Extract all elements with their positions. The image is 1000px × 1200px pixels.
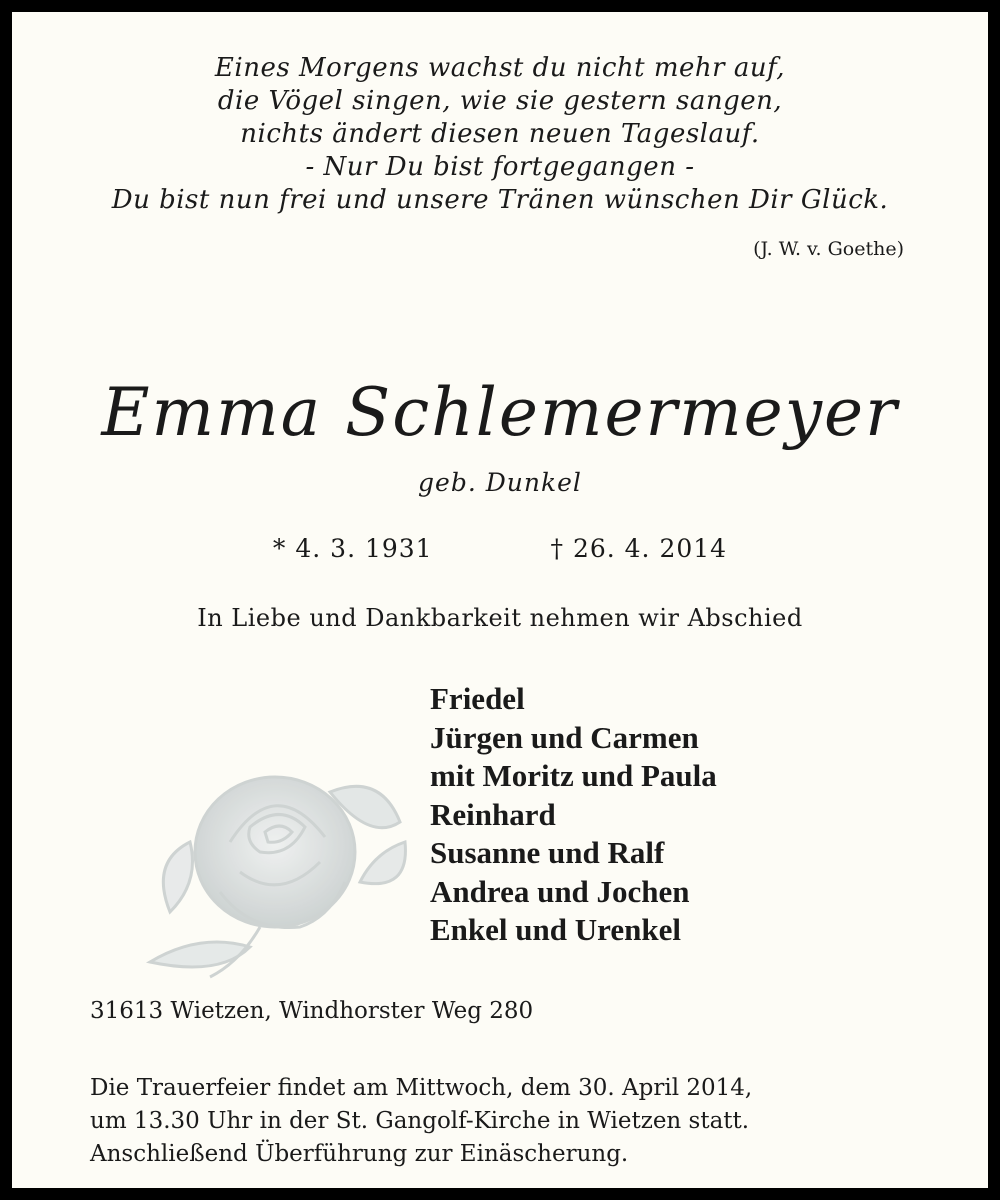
birth-name: geb. Dunkel: [418, 468, 582, 497]
life-dates: [30, 534, 970, 563]
ceremony-line: Anschließend Überführung zur Einäscherung.: [90, 1141, 629, 1167]
ceremony-line: Die Trauerfeier findet am Mittwoch, dem 30. April 2014,: [90, 1075, 753, 1101]
rose-illustration: [130, 732, 420, 992]
poem-line: die Vögel singen, wie sie gestern sangen,: [217, 86, 783, 116]
family-list: [430, 680, 717, 950]
family-member: mit Moritz und Paula: [430, 758, 717, 793]
farewell-text: In Liebe und Dankbarkeit nehmen wir Abschied: [197, 604, 803, 632]
poem-line: nichts ändert diesen neuen Tageslauf.: [240, 119, 760, 149]
obituary-card: [30, 32, 970, 1168]
birth-date: * 4. 3. 1931: [272, 534, 433, 563]
family-member: Susanne und Ralf: [430, 835, 665, 870]
poem-line: - Nur Du bist fortgegangen -: [305, 152, 695, 182]
deceased-name: Emma Schlemermeyer: [101, 374, 899, 451]
ceremony-notice: [90, 1072, 752, 1171]
ceremony-line: um 13.30 Uhr in der St. Gangolf-Kirche in Wietzen statt.: [90, 1108, 750, 1134]
address: 31613 Wietzen, Windhorster Weg 280: [90, 998, 534, 1024]
family-member: Enkel und Urenkel: [430, 912, 681, 947]
poem-line: Du bist nun frei und unsere Tränen wünschen Dir Glück.: [111, 185, 889, 215]
death-date: † 26. 4. 2014: [550, 534, 728, 563]
family-member: Reinhard: [430, 796, 556, 832]
family-member: Andrea und Jochen: [430, 873, 690, 909]
poem: [30, 52, 970, 217]
poem-line: Eines Morgens wachst du nicht mehr auf,: [214, 53, 786, 83]
family-member: Jürgen und Carmen: [430, 719, 699, 755]
family-member: Friedel: [430, 681, 525, 716]
poem-attribution: (J. W. v. Goethe): [753, 238, 904, 260]
